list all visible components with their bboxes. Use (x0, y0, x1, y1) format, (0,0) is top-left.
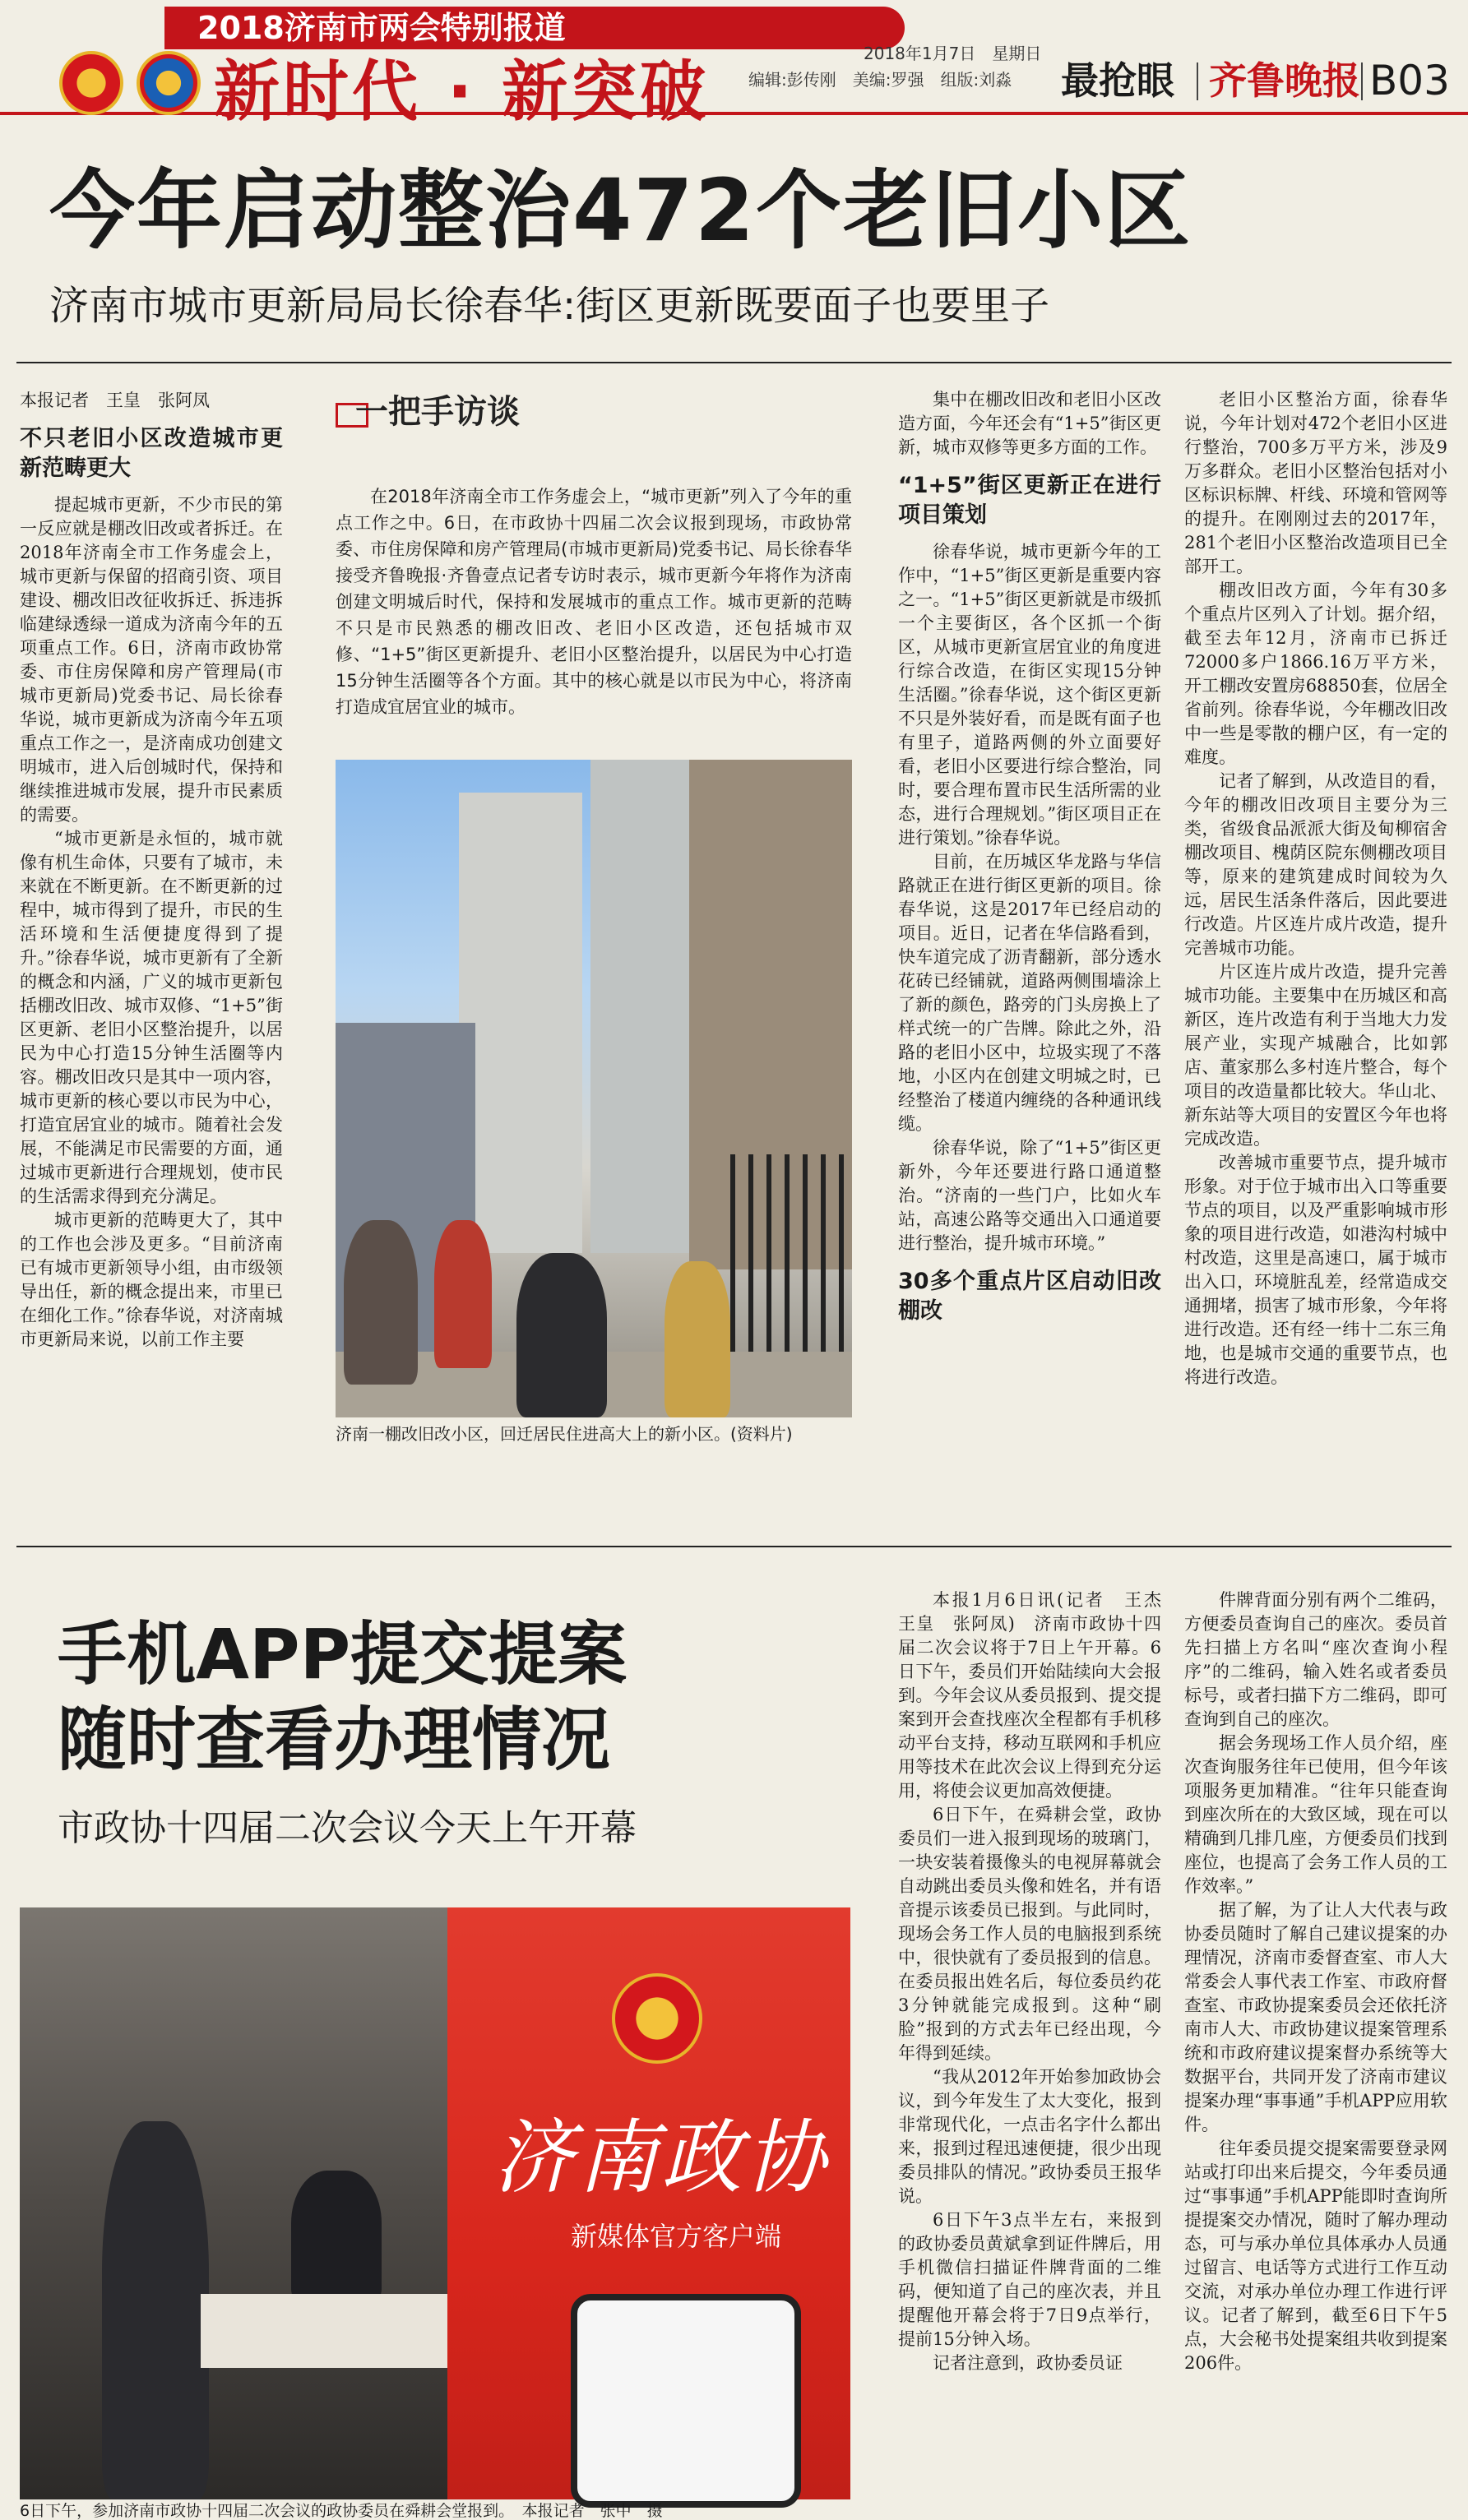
paragraph: 据了解，为了让人大代表与政协委员随时了解自己建议提案的办理情况，济南市委督查室、市人大常委会人事代表工作室、市政府督查室、市政协提案委员会还依托济南市人大、市政协建议提案管理系统和市政府建议提案督办系统等大数据平台，共同开发了济南市建议提案办理“事事通”手机APP应用软件。 (1184, 1900, 1447, 2134)
article1-col1-subhead: 不只老旧小区改造城市更新范畴更大 (20, 426, 283, 481)
resident (434, 1220, 492, 1368)
divider (16, 1546, 1452, 1547)
board-title: 济南政协 (493, 2111, 830, 2205)
paragraph: 棚改旧改方面，今年有30多个重点片区列入了计划。据介绍，截至去年12月，济南市已拆迁72000多户1866.16万平方米，开工棚改安置房68850套，位居全省前列。徐春华说，今年棚改旧改中一些是零散的棚户区，有一定的难度。 (1184, 580, 1447, 767)
column-logo (336, 391, 582, 441)
paragraph: 6日下午3点半左右，来报到的政协委员黄斌拿到证件牌后，用手机微信扫描证件牌背面的二维码，便知道了自己的座次表，并且提醒他开幕会将于7日9点举行，提前15分钟入场。 (898, 2210, 1161, 2349)
paragraph: 片区连片成片改造，提升完善城市功能。主要集中在历城区和高新区，连片改造有利于当地大力发展产业，实现产城融合，比如郭店、董家那么多村连片整合，每个项目的改造量都比较大。华山北、新东站等大项目的安置区今年也将完成改造。 (1184, 962, 1447, 1149)
headline-line: 手机APP提交提案 (58, 1614, 627, 1695)
article2-headline (58, 1611, 798, 1782)
phone-icon (571, 2294, 801, 2508)
board-subtitle: 新媒体官方客户端 (571, 2221, 782, 2252)
cppcc-logo-icon (612, 1973, 702, 2064)
article1-photo (336, 760, 852, 1417)
cppcc-emblem-icon (137, 51, 201, 115)
paragraph: 往年委员提交提案需要登录网站或打印出来后提交，今年委员通过“事事通”手机APP能即时查询所提提案交办情况，随时了解办理动态，可与承办单位具体承办人员通过留言、电话等方式进行工作互动交流，对承办单位办理工作进行评议。记者了解到，截至6日下午5点，大会秘书处提案组共收到提案206件。 (1184, 2139, 1447, 2373)
committee-member (102, 2121, 209, 2499)
headline-line: 随时查看办理情况 (58, 1699, 611, 1780)
paragraph: “我从2012年开始参加政协会议，到今年发生了太大变化，报到非常现代化，一点击名字什么都出来，报到过程迅速便捷，很少出现委员排队的情况。”政协委员王报华说。 (898, 2067, 1161, 2206)
paragraph: “城市更新是永恒的，城市就像有机生命体，只要有了城市，未来就在不断更新。在不断更新的过程中，城市得到了提升，市民的生活环境和生活便捷度得到了提升。”徐春华说，城市更新有了全新的概念和内涵，广义的城市更新包括棚改旧改、城市双修、“1+5”街区更新、老旧小区整治提升，以居民为中心打造15分钟生活圈等内容。棚改旧改只是其中一项内容，城市更新的核心要以市民为中心，打造宜居宜业的城市。随着社会发展，不能满足市民需要的方面，通过城市更新进行合理规划，使市民的生活需求得到充分满足。 (20, 829, 283, 1206)
resident (344, 1220, 418, 1385)
article1-lead: 在2018年济南全市工作务虚会上，“城市更新”列入了今年的重点工作之中。6日，在市政协十四届二次会议报到现场，市政协常委、市住房保障和房产管理局(市城市更新局)党委书记、局长徐春华接受齐鲁晚报·齐鲁壹点记者专访时表示，城市更新今年将作为济南创建文明城后时代，保持和发展城市的重点工作。城市更新的范畴不只是市民熟悉的棚改旧改、老旧小区改造，还包括城市双修、“1+5”街区更新提升、老旧小区整治提升，以居民为中心打造15分钟生活圈等各个方面。其中的核心就是以市民为中心，将济南打造成宜居宜业的城市。 (336, 487, 852, 717)
divider (16, 362, 1452, 363)
article1-subheadline: 济南市城市更新局局长徐春华:街区更新既要面子也要里子 (49, 283, 1050, 329)
special-report-banner: 2018济南市两会特别报道 (164, 7, 905, 49)
paragraph: 6日下午，在舜耕会堂，政协委员们一进入报到现场的玻璃门，一块安装着摄像头的电视屏幕就会自动跳出委员头像和姓名，并有语音提示该委员已报到。与此同时，现场会务工作人员的电脑报到系统中，很快就有了委员报到的信息。在委员报出姓名后，每位委员约花3分钟就能完成报到。这种“刷脸”报到的方式去年已经出现，今年得到延续。 (898, 1805, 1161, 2063)
article1-column4 (1184, 388, 1447, 1526)
paragraph: 改善城市重要节点，提升城市形象。对于位于城市出入口等重要节点的项目，以及严重影响城市形象的项目进行改造，如港沟村城中村改造，这里是高速口，属于城市出入口，环境脏乱差，经常造成交通拥堵，损害了城市形象，今年将进行改造。还有经一纬十二东三角地，也是城市交通的重要节点，也将进行改造。 (1184, 1153, 1447, 1387)
article2-column2 (1184, 1588, 1447, 2509)
paragraph: 记者了解到，从改造目的看，今年的棚改旧改项目主要分为三类，省级食品派派大街及甸柳宿舍棚改项目、槐荫区院东侧棚改项目等，原来的建筑建成时间较为久远，居民生活条件落后，因此要进行改造。片区连片成片改造，提升完善城市功能。 (1184, 771, 1447, 958)
resident (665, 1261, 730, 1417)
article1-col3-subhead2: 30多个重点片区启动旧改棚改 (898, 1269, 1161, 1324)
paragraph: 本报1月6日讯(记者 王杰 王皇 张阿凤) 济南市政协十四届二次会议将于7日上午开幕。6日下午，委员们开始陆续向大会报到。今年会议从委员报到、提交提案到开会查找座次全程都有手机移动平台支持，移动互联网和手机应用等技术在此次会议上得到充分运用，将使会议更加高效便捷。 (898, 1590, 1179, 1801)
page-number: B03 (1369, 57, 1450, 104)
article1-headline: 今年启动整治472个老旧小区 (49, 160, 1192, 261)
paragraph: 徐春华说，除了“1+5”街区更新外，今年还要进行路口通道整治。“济南的一些门户，比如火车站，高速公路等交通出入口通道要进行整治，提升城市环境。” (898, 1138, 1161, 1253)
article2-photo-caption: 6日下午，参加济南市政协十四届二次会议的政协委员在舜耕会堂报到。 本报记者 张中 摄 (20, 2502, 663, 2520)
newspaper-logo: 齐鲁晚报 (1209, 58, 1360, 103)
building (459, 793, 582, 1253)
registration-desk (201, 2294, 447, 2368)
section-name: 最抢眼 (1061, 58, 1174, 103)
column-logo-text: 一把手访谈 (355, 392, 520, 431)
iron-fence (730, 1154, 852, 1368)
paragraph: 城市更新的范畴更大了，其中的工作也会涉及更多。“目前济南已有城市更新领导小组，由市级领导出任，新的概念提出来，市里已在细化工作。”徐春华说，对济南城市更新局来说，以前工作主要 (20, 1210, 283, 1349)
paragraph: 徐春华说，城市更新今年的工作中，“1+5”街区更新是重要内容之一。“1+5”街区更新就是市级抓一个主要街区，各个区抓一个街区，从城市更新宣居宜业的角度进行综合改造，在街区实现15分钟生活圈。”徐春华说，这个街区更新不只是外装好看，而是既有面子也有里子，道路两侧的外立面要好看，老旧小区要进行综合整治，同时，要合理布置市民生活所需的业态，进行合理规划。”街区项目正在进行策划。”徐春华说。 (898, 542, 1161, 848)
article1-byline: 本报记者 王皇 张阿凤 (20, 391, 210, 410)
hall-background (20, 1907, 447, 2499)
paragraph: 集中在棚改旧改和老旧小区改造方面，今年还会有“1+5”街区更新，城市双修等更多方面的工作。 (898, 390, 1161, 457)
article1-col3-subhead: “1+5”街区更新正在进行项目策划 (898, 473, 1161, 528)
banner-board (447, 1907, 850, 2499)
page-banner (0, 0, 1468, 130)
article1-photo-caption: 济南一棚改旧改小区，回迁居民住进高大上的新小区。(资料片) (336, 1424, 793, 1444)
paragraph: 老旧小区整治方面，徐春华说，今年计划对472个老旧小区进行整治，700多万平方米，涉及9万多群众。老旧小区整治包括对小区标识标牌、杆线、环境和管网等的提升。在刚刚过去的2017年，281个老旧小区整治改造项目已全部开工。 (1184, 390, 1447, 576)
paragraph: 件牌背面分别有两个二维码，方便委员查询自己的座次。委员首先扫描上方名叫“座次查询小程序”的二维码，输入姓名或者委员标号，或者扫描下方二维码，即可查询到自己的座次。 (1184, 1590, 1447, 1729)
article2-photo (20, 1907, 850, 2499)
building (590, 760, 689, 1253)
national-emblem-icon (59, 51, 123, 115)
staff-member (291, 2171, 382, 2302)
article2-column1 (898, 1588, 1179, 2509)
slogan: 新时代 · 新突破 (214, 53, 710, 130)
divider (1361, 62, 1363, 100)
resident (516, 1253, 607, 1417)
issue-date: 2018年1月7日 星期日 (864, 44, 1042, 63)
paragraph: 目前，在历城区华龙路与华信路就正在进行街区更新的项目。徐春华说，这是2017年已经启动的项目。近日，记者在华信路看到，快车道完成了沥青翻新，部分透水花砖已经铺就，道路两侧围墙涂上了新的颜色，路旁的门头房换上了样式统一的广告牌。除此之外，沿路的老旧小区中，垃圾实现了不落地，小区内在创建文明城之时，已经整治了楼道内缠绕的各种通讯线缆。 (898, 852, 1161, 1134)
paragraph: 据会务现场工作人员介绍，座次查询服务往年已使用，但今年该项服务更加精准。“往年只能查询到座次所在的大致区域，现在可以精确到几排几座，方便委员们找到座位，也提高了会务工作人员的工作效率。” (1184, 1733, 1447, 1896)
divider (1197, 62, 1198, 100)
article2-subheadline: 市政协十四届二次会议今天上午开幕 (58, 1807, 637, 1849)
editor-credits: 编辑:彭传刚 美编:罗强 组版:刘淼 (748, 70, 1012, 90)
article1-column3 (898, 388, 1161, 1526)
paragraph: 提起城市更新，不少市民的第一反应就是棚改旧改或者拆迁。在2018年济南全市工作务虚会上，城市更新与保留的招商引资、项目建设、棚改旧改征收拆迁、拆违拆临建绿透绿一道成为济南今年的五项重点工作。6日，济南市政协常委、市住房保障和房产管理局(市城市更新局)党委书记、局长徐春华说，城市更新成为济南今年五项重点工作之一，是济南成功创建文明城市，进入后创城时代，保持和继续推进城市发展，提升市民素质的需要。 (20, 495, 283, 825)
article1-column1 (20, 388, 283, 1526)
paragraph: 记者注意到，政协委员证 (933, 2353, 1123, 2373)
